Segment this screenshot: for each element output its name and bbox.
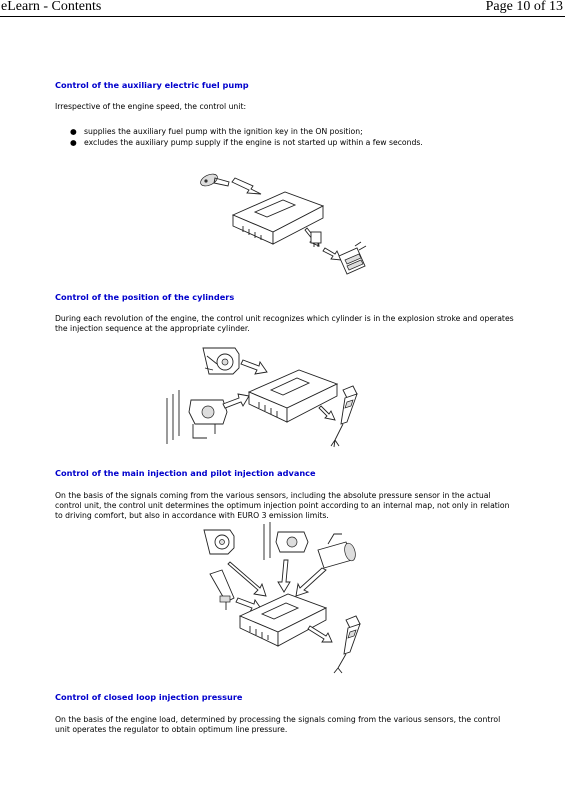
phase-sensor-icon	[203, 348, 239, 374]
ecu-unit-icon	[249, 370, 337, 422]
engine-block-icon	[264, 522, 308, 560]
engine-block-icon	[167, 390, 227, 444]
section-heading-cylinders: Control of the position of the cylinders	[55, 292, 235, 302]
arrow-icon	[228, 562, 266, 596]
section-body-injection-advance: On the basis of the signals coming from the various sensors, including the absolute pressure sensor in the actual control unit, the control unit determines the optimum injection point according to an internal map, not only in relation to driving comfort, but also in accordance with EURO 3 emission limits.	[55, 491, 510, 520]
injector-icon	[334, 616, 360, 673]
air-flow-meter-icon	[318, 534, 357, 568]
section-body-cylinders: During each revolution of the engine, the control unit recognizes which cylinder is in the explosion stroke and operates the injection sequence at the appropriate cylinder.	[55, 314, 514, 333]
list-item-text: supplies the auxiliary fuel pump with the ignition key in the ON position;	[84, 127, 363, 136]
list-item	[70, 137, 423, 148]
bullet-list	[70, 126, 423, 148]
fuel-pump-icon	[339, 242, 366, 274]
arrow-icon	[323, 248, 341, 260]
section-body-loop-pressure: On the basis of the engine load, determined by processing the signals coming from the various sensors, the control unit operates the regulator to obtain optimum line pressure.	[55, 715, 501, 734]
section-heading-injection-advance: Control of the main injection and pilot injection advance	[55, 468, 316, 478]
temperature-sensor-icon	[210, 570, 234, 610]
bullet-icon: ●	[70, 127, 77, 136]
section-heading-fuel-pump: Control of the auxiliary electric fuel pump	[55, 80, 249, 90]
list-item	[70, 126, 423, 137]
arrow-icon	[319, 406, 335, 420]
phase-sensor-icon	[204, 530, 234, 554]
window-title: eLearn - Contents	[1, 0, 102, 14]
arrow-icon	[241, 360, 267, 374]
section-intro-fuel-pump: Irrespective of the engine speed, the control unit:	[55, 102, 247, 111]
arrow-icon	[232, 178, 261, 194]
arrow-icon	[278, 560, 290, 592]
section-heading-loop-pressure: Control of closed loop injection pressure	[55, 692, 243, 702]
ecu-unit-icon	[240, 594, 326, 646]
list-item-text: excludes the auxiliary pump supply if the engine is not started up within a few seconds.	[84, 138, 423, 147]
bullet-icon: ●	[70, 138, 77, 147]
injection-advance-diagram	[200, 520, 375, 675]
cylinder-position-diagram	[163, 340, 373, 450]
page-indicator: Page 10 of 13	[485, 0, 563, 14]
fuel-pump-diagram	[195, 160, 375, 285]
page-header	[0, 0, 565, 17]
arrow-icon	[296, 568, 326, 596]
arrow-icon	[308, 626, 332, 642]
ignition-key-icon	[199, 172, 229, 189]
arrow-icon	[223, 394, 249, 408]
